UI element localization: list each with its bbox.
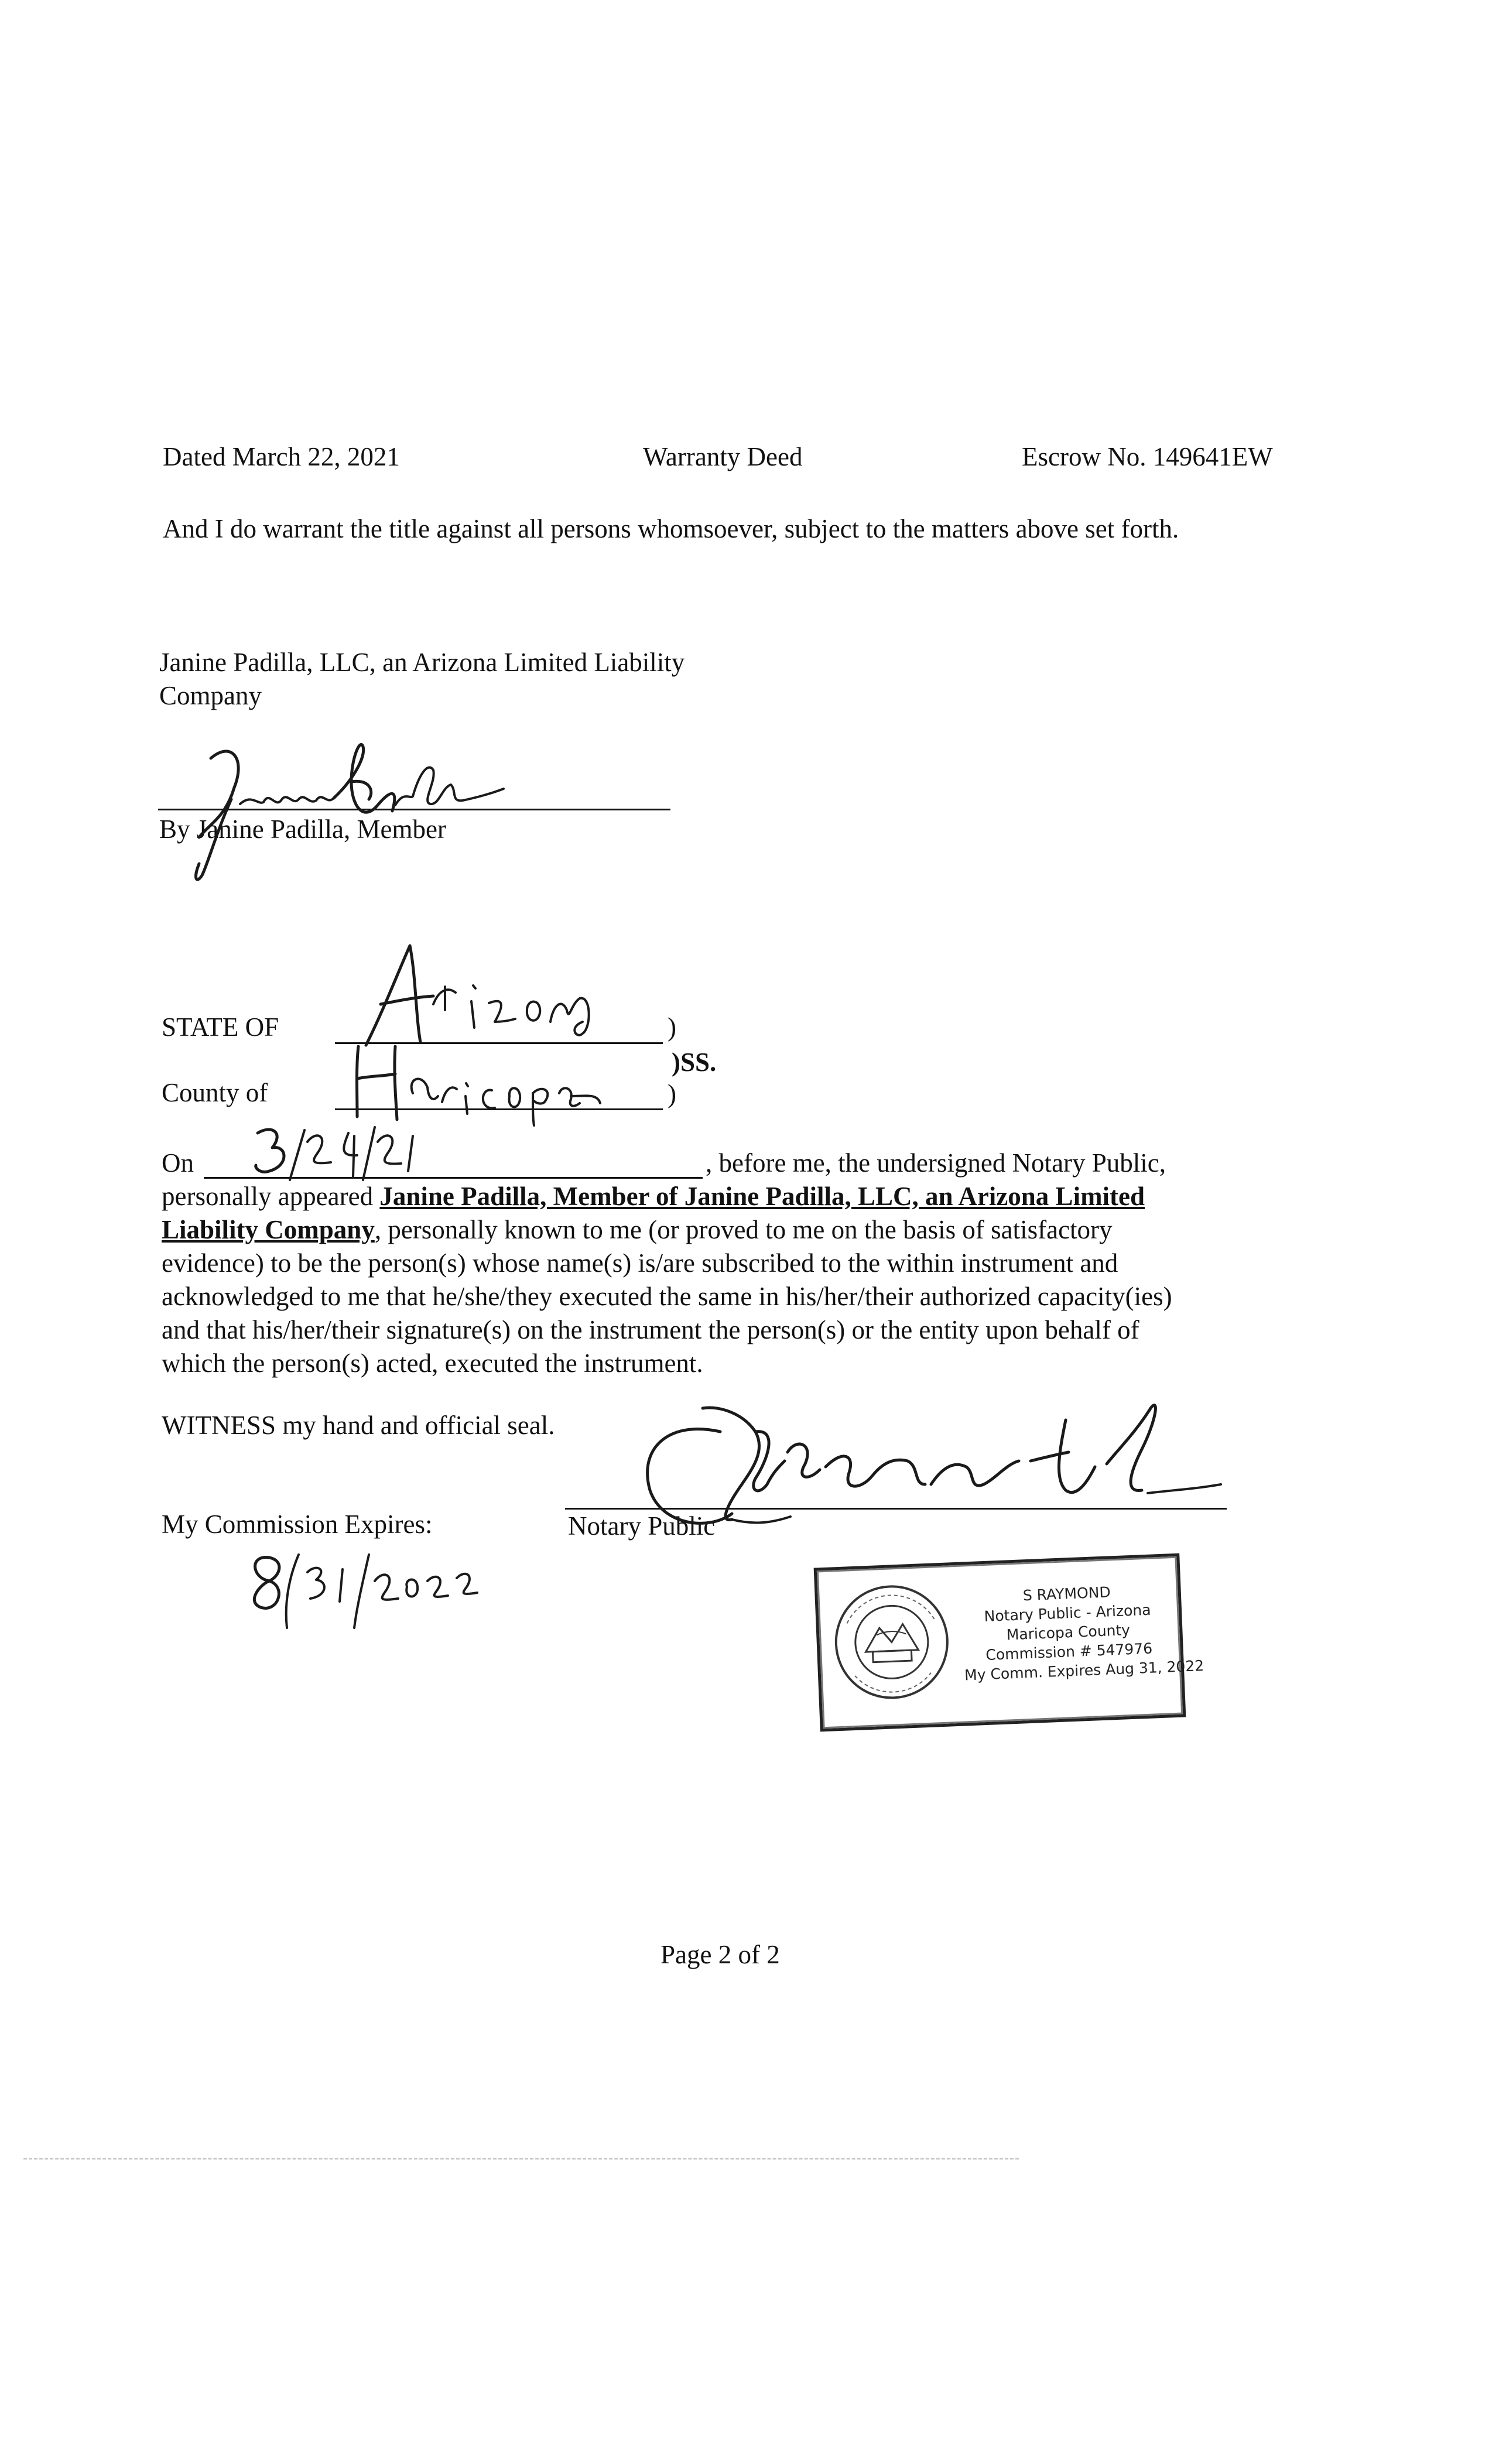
signer-title: , Member <box>343 815 446 844</box>
county-paren: ) <box>668 1079 676 1108</box>
seal-commission-number: Commission # 547976 <box>985 1640 1153 1664</box>
grantor-name-line1: Janine Padilla, LLC, an Arizona Limited Liability <box>159 648 685 677</box>
ack-line-3-rest: , personally known to me (or proved to me on the basis of satisfactory <box>374 1215 1113 1244</box>
ss-mark: )SS. <box>672 1048 717 1077</box>
ack-after-date: , before me, the undersigned Notary Public, <box>706 1148 1166 1178</box>
scan-artifact-line <box>23 2158 1019 2162</box>
ack-line-4: evidence) to be the person(s) whose name(s) is/are subscribed to the within instrument and <box>162 1248 1118 1278</box>
ack-line-6: and that his/her/their signature(s) on the instrument the person(s) or the entity upon behalf of <box>162 1315 1139 1344</box>
county-of-label: County of <box>162 1078 268 1107</box>
escrow-number: Escrow No. 149641EW <box>1022 442 1273 471</box>
arizona-state-seal-emblem <box>828 1578 956 1706</box>
ack-line-3 <box>162 1213 1113 1246</box>
seal-notary-name: S RAYMOND <box>1022 1583 1111 1604</box>
seal-notary-title: Notary Public - Arizona <box>984 1601 1152 1625</box>
county-handwritten-value <box>340 1038 644 1125</box>
notary-public-label: Notary Public <box>568 1511 716 1541</box>
document-title: Warranty Deed <box>643 442 803 471</box>
appeared-party-name: Janine Padilla, Member of Janine Padilla, LLC, an Arizona Limited <box>379 1182 1145 1211</box>
ack-line-2-prefix: personally appeared <box>162 1182 380 1211</box>
commission-date-handwritten <box>243 1546 518 1634</box>
on-label: On <box>162 1148 194 1178</box>
ack-line-5: acknowledged to me that he/she/they executed the same in his/her/their authorized capacity(ies) <box>162 1282 1172 1311</box>
grantor-name-line2: Company <box>159 681 262 710</box>
warrant-statement: And I do warrant the title against all persons whomsoever, subject to the matters above set forth. <box>163 514 1179 543</box>
seal-county: Maricopa County <box>1006 1621 1131 1644</box>
ack-line-7: which the person(s) acted, executed the instrument. <box>162 1349 703 1378</box>
ack-line-2 <box>162 1180 1145 1213</box>
dated-text: Dated March 22, 2021 <box>163 442 400 471</box>
by-prefix: By <box>159 815 190 844</box>
seal-text-block <box>961 1580 1204 1685</box>
page-number: Page 2 of 2 <box>660 1940 780 1969</box>
state-of-label: STATE OF <box>162 1012 279 1042</box>
ack-date-handwritten <box>249 1121 425 1186</box>
appeared-party-name-cont: Liability Company <box>162 1215 375 1244</box>
grantor-signature <box>176 735 527 887</box>
seal-expiration: My Comm. Expires Aug 31, 2022 <box>964 1657 1204 1684</box>
notary-signature <box>632 1397 1230 1555</box>
state-paren: ) <box>668 1012 676 1042</box>
signer-name: Janine Padilla <box>196 815 344 844</box>
state-handwritten-value <box>351 940 621 1051</box>
commission-expires-label: My Commission Expires: <box>162 1510 433 1539</box>
witness-statement: WITNESS my hand and official seal. <box>162 1411 555 1440</box>
notary-seal-stamp <box>814 1553 1204 1732</box>
